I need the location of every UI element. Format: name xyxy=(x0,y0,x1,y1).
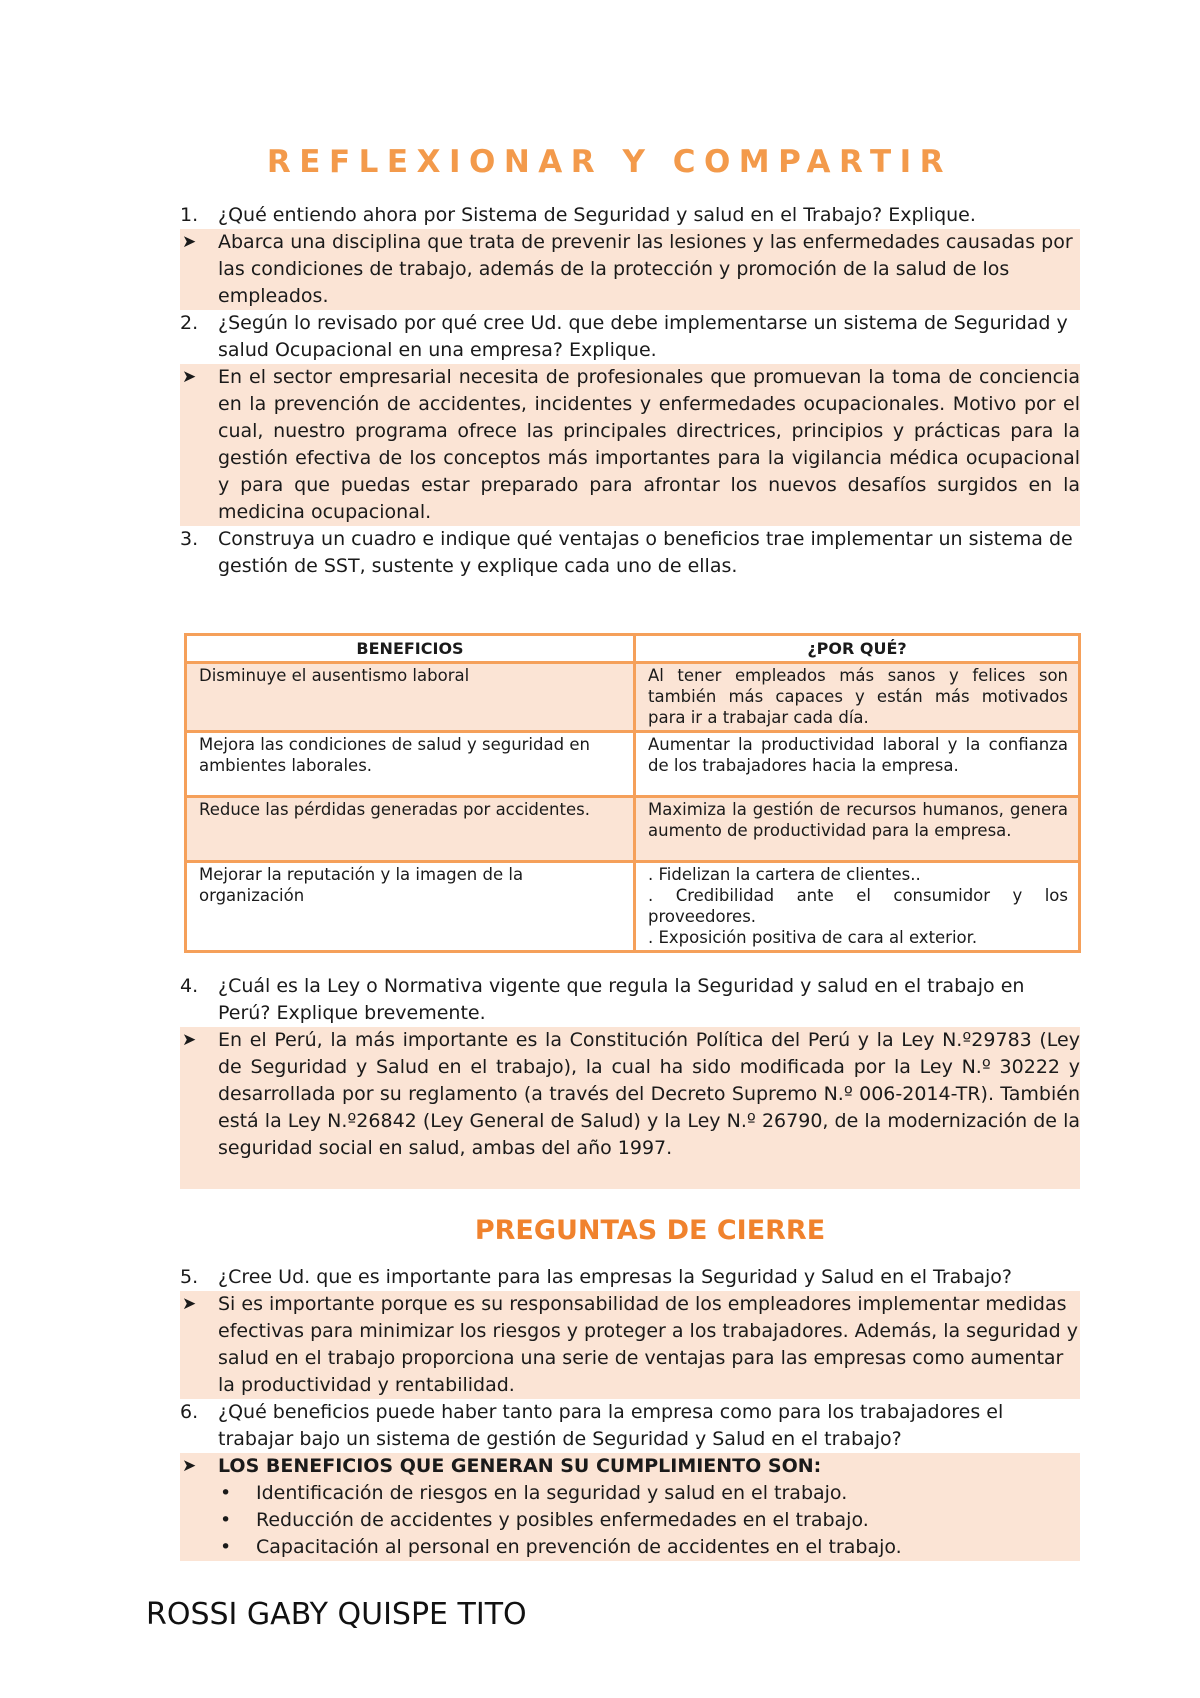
question-text: ¿Qué beneficios puede haber tanto para la empresa como para los trabajadores el trabajar bajo un sistema de gestión de Seguridad y Salud en el trabajo? xyxy=(218,1401,1004,1450)
answer-5 xyxy=(180,1291,1080,1399)
answer-1 xyxy=(180,229,1080,310)
list-item xyxy=(218,1480,1080,1507)
benefits-table xyxy=(184,633,1081,953)
round-bullet-icon: • xyxy=(220,1509,232,1531)
table-row xyxy=(186,732,1080,797)
question-text: ¿Qué entiendo ahora por Sistema de Seguridad y salud en el Trabajo? Explique. xyxy=(218,204,976,226)
reason-cell: Aumentar la productividad laboral y la confianza de los trabajadores hacia la empresa. xyxy=(635,732,1080,797)
answer-text: Abarca una disciplina que trata de prevenir las lesiones y las enfermedades causadas por las condiciones de trabajo, además de la protección y promoción de la salud de los empleados. xyxy=(218,231,1073,307)
question-6 xyxy=(180,1399,1080,1453)
reason-cell xyxy=(635,862,1080,952)
question-text: ¿Cree Ud. que es importante para las empresas la Seguridad y Salud en el Trabajo? xyxy=(218,1266,1013,1288)
reason-line: . Credibilidad ante el consumidor y los proveedores. xyxy=(648,886,1068,926)
column-header: ¿POR QUÉ? xyxy=(635,635,1080,663)
question-number: 4. xyxy=(180,975,199,997)
reason-line: . Fidelizan la cartera de clientes.. xyxy=(648,865,921,884)
arrowhead-bullet-icon: ➤ xyxy=(182,1030,197,1050)
benefit-cell: Disminuye el ausentismo laboral xyxy=(186,663,635,732)
question-number: 1. xyxy=(180,204,199,226)
question-2 xyxy=(180,310,1080,364)
reason-line: . Exposición positiva de cara al exterior. xyxy=(648,928,978,947)
table-row xyxy=(186,797,1080,862)
table-header-row xyxy=(186,635,1080,663)
arrowhead-bullet-icon: ➤ xyxy=(182,367,197,387)
list-item xyxy=(218,1507,1080,1534)
list-item-text: Identificación de riesgos en la seguridad y salud en el trabajo. xyxy=(256,1482,848,1504)
question-5 xyxy=(180,1264,1080,1291)
question-text: Construya un cuadro e indique qué ventajas o beneficios trae implementar un sistema de gestión de SST, sustente y explique cada uno de ellas. xyxy=(218,528,1073,577)
list-item-text: Reducción de accidentes y posibles enfermedades en el trabajo. xyxy=(256,1509,869,1531)
question-text: ¿Según lo revisado por qué cree Ud. que debe implementarse un sistema de Seguridad y salud Ocupacional en una empresa? Explique. xyxy=(218,312,1068,361)
arrowhead-bullet-icon: ➤ xyxy=(182,232,197,252)
answer-text: En el sector empresarial necesita de profesionales que promuevan la toma de conciencia en la prevención de accidentes, incidentes y enfermedades ocupacionales. Motivo por el cual, nuestro programa ofrece las principales directrices, principios y prácticas para la gestión efectiva de los conceptos más importantes para la vigilancia médica ocupacional y para que puedas estar preparado para afrontar los nuevos desafíos surgidos en la medicina ocupacional. xyxy=(218,366,1080,523)
question-1 xyxy=(180,202,1080,229)
table-row xyxy=(186,862,1080,952)
arrowhead-bullet-icon: ➤ xyxy=(182,1456,197,1476)
answer-text: Si es importante porque es su responsabilidad de los empleadores implementar medidas efectivas para minimizar los riesgos y proteger a los trabajadores. Además, la seguridad y salud en el trabajo proporciona una serie de ventajas para las empresas como aumentar la productividad y rentabilidad. xyxy=(218,1293,1079,1396)
question-number: 2. xyxy=(180,312,199,334)
round-bullet-icon: • xyxy=(220,1482,232,1504)
question-number: 3. xyxy=(180,528,199,550)
benefit-cell: Mejora las condiciones de salud y seguridad en ambientes laborales. xyxy=(186,732,635,797)
column-header: BENEFICIOS xyxy=(186,635,635,663)
arrowhead-bullet-icon: ➤ xyxy=(182,1294,197,1314)
benefit-cell: Reduce las pérdidas generadas por accidentes. xyxy=(186,797,635,862)
answer-2 xyxy=(180,364,1080,526)
answer-text: En el Perú, la más importante es la Constitución Política del Perú y la Ley N.º29783 (Ley de Seguridad y Salud en el trabajo), la cual ha sido modificada por la Ley N.º 30222 y desarrollada por su reglamento (a través del Decreto Supremo N.º 006-2014-TR). También está la Ley N.º26842 (Ley General de Salud) y la Ley N.º 26790, de la modernización de la seguridad social en salud, ambas del año 1997. xyxy=(218,1029,1080,1159)
page-title: REFLEXIONAR Y COMPARTIR xyxy=(266,144,953,180)
question-number: 5. xyxy=(180,1266,199,1288)
list-item-text: Capacitación al personal en prevención de accidentes en el trabajo. xyxy=(256,1536,902,1558)
round-bullet-icon: • xyxy=(220,1536,232,1558)
question-text: ¿Cuál es la Ley o Normativa vigente que regula la Seguridad y salud en el trabajo en Perú? Explique brevemente. xyxy=(218,975,1025,1024)
reason-cell: Maximiza la gestión de recursos humanos, genera aumento de productividad para la empresa. xyxy=(635,797,1080,862)
question-number: 6. xyxy=(180,1401,199,1423)
question-3 xyxy=(180,526,1080,580)
reason-cell: Al tener empleados más sanos y felices son también más capaces y están más motivados para ir a trabajar cada día. xyxy=(635,663,1080,732)
list-item xyxy=(218,1534,1080,1561)
table-row xyxy=(186,663,1080,732)
answer-6 xyxy=(180,1453,1080,1561)
question-4 xyxy=(180,973,1080,1027)
author-name: ROSSI GABY QUISPE TITO xyxy=(146,1597,527,1632)
answer-4 xyxy=(180,1027,1080,1189)
benefit-cell: Mejorar la reputación y la imagen de la organización xyxy=(186,862,635,952)
answer-heading: LOS BENEFICIOS QUE GENERAN SU CUMPLIMIENTO SON: xyxy=(218,1455,822,1477)
section-title: PREGUNTAS DE CIERRE xyxy=(474,1215,826,1246)
